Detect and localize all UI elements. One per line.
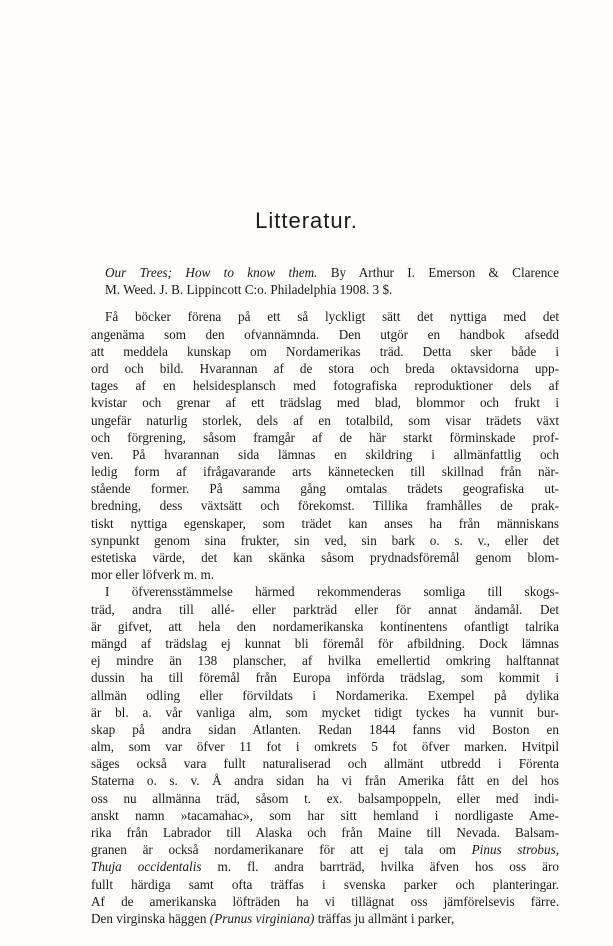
citation-line bbox=[91, 264, 559, 281]
text-line: är gifvet, att hela den nordamerikanska kontinentens ofantligt talrika bbox=[91, 618, 559, 634]
text-line: anskt namn »tacamahac», som har sitt hemland i nordligaste Ame- bbox=[91, 807, 559, 823]
text-line: bredning, dess växtsätt och förekomst. Tillika framhålles de prak- bbox=[91, 498, 559, 514]
text-line: träd, andra till allé- eller parkträd eller för annat ändamål. Det bbox=[91, 601, 559, 617]
citation-authors: By Arthur I. Emerson & Clarence bbox=[330, 265, 559, 280]
page-title: Litteratur. bbox=[255, 208, 358, 233]
text-line: ledig form af ifrågavarande arts kännetecken till skillnad från när- bbox=[91, 464, 559, 480]
text-line: mor eller löfverk m. m. bbox=[91, 567, 215, 583]
text-line: säges också vara fullt naturaliserad och allmänt utbredd i Förenta bbox=[91, 756, 559, 772]
citation-line: M. Weed. J. B. Lippincott C:o. Philadelphia 1908. 3 $. bbox=[105, 282, 393, 298]
text-line: alm, som var öfver 11 fot i omkrets 5 fot öfver marken. Hvitpil bbox=[91, 739, 559, 755]
text-line: kvistar och grenar af ett trädslag med blad, blommor och frukt i bbox=[91, 395, 559, 411]
text-line: fullt härdiga samt ofta träffas i svenska parker och planteringar. bbox=[91, 876, 559, 892]
text-line: tiskt nyttiga egenskaper, som trädet kan anses ha från människans bbox=[91, 515, 559, 531]
body-text bbox=[91, 264, 559, 927]
text-line: ungefär naturlig storlek, dels af en totalbild, som visar trädets växt bbox=[91, 412, 559, 428]
text-line: tages af en helsidesplansch med fotografiska reproduktioner dels af bbox=[91, 378, 559, 394]
text-line: skap på andra sidan Atlanten. Redan 1844 fanns vid Boston en bbox=[91, 721, 559, 737]
text-line: dussin ha till föremål från Europa införda trädslag, som kommit i bbox=[91, 670, 559, 686]
text-line: I öfverensstämmelse härmed rekommenderas somliga till skogs- bbox=[105, 584, 559, 600]
text-line: och förgrening, såsom framgår af de här starkt förminskade prof- bbox=[91, 429, 559, 445]
text-line: ord och bild. Hvarannan af de stora och breda oktavsidorna upp- bbox=[91, 360, 559, 376]
text-line: Staterna o. s. v. Å andra sidan ha vi från Amerika fått en del hos bbox=[91, 773, 559, 789]
text-line: synpunkt genom sina frukter, sin ved, sin bark o. s. v., eller det bbox=[91, 532, 559, 548]
text-line: stående former. På samma gång omtalas trädets geografiska ut- bbox=[91, 481, 559, 497]
text-line: ven. På hvarannan sida lämnas en skildring i allmänfattlig och bbox=[91, 446, 559, 462]
text-line: allmän odling eller förvildats i Nordamerika. Exempel på dylika bbox=[91, 687, 559, 703]
text-line: Den virginska häggen (Prunus virginiana) träffas ju allmänt i parker, bbox=[91, 910, 455, 926]
text-line: Få böcker förena på ett så lyckligt sätt det nyttiga med det bbox=[105, 309, 559, 325]
text-line: rika från Labrador till Alaska och från Maine till Nevada. Balsam- bbox=[91, 825, 559, 840]
text-line: estetiska värde, det kan skänka såsom prydnadsföremål genom blom- bbox=[91, 550, 559, 565]
paragraphs bbox=[91, 308, 559, 927]
text-line: angenäma som den ofvannämnda. Den utgör en handbok afsedd bbox=[91, 326, 559, 342]
text-line: oss nu allmänna träd, såsom t. ex. balsampoppeln, eller med indi- bbox=[91, 790, 559, 806]
citation-title: Our Trees; How to know them. bbox=[105, 265, 318, 280]
text-line: Thuja occidentalis m. fl. andra barrträd, hvilka äfven hos oss äro bbox=[91, 859, 559, 875]
text-line: att meddela kunskap om Nordamerikas träd. Detta sker både i bbox=[91, 343, 559, 359]
text-line: är bl. a. vår vanliga alm, som mycket tidigt tyckes ha vunnit bur- bbox=[91, 704, 559, 720]
text-line: Af de amerikanska löfträden ha vi tillägnat oss jämförelsevis färre. bbox=[91, 893, 559, 909]
text-line: ej mindre än 138 planscher, af hvilka emellertid omkring halftannat bbox=[91, 653, 559, 669]
text-line: granen är också nordamerikanare för att ej tala om Pinus strobus, bbox=[91, 842, 559, 858]
text-line: mängd af trädslag ej kunnat bli föremål för afbildning. Dock lämnas bbox=[91, 635, 559, 651]
